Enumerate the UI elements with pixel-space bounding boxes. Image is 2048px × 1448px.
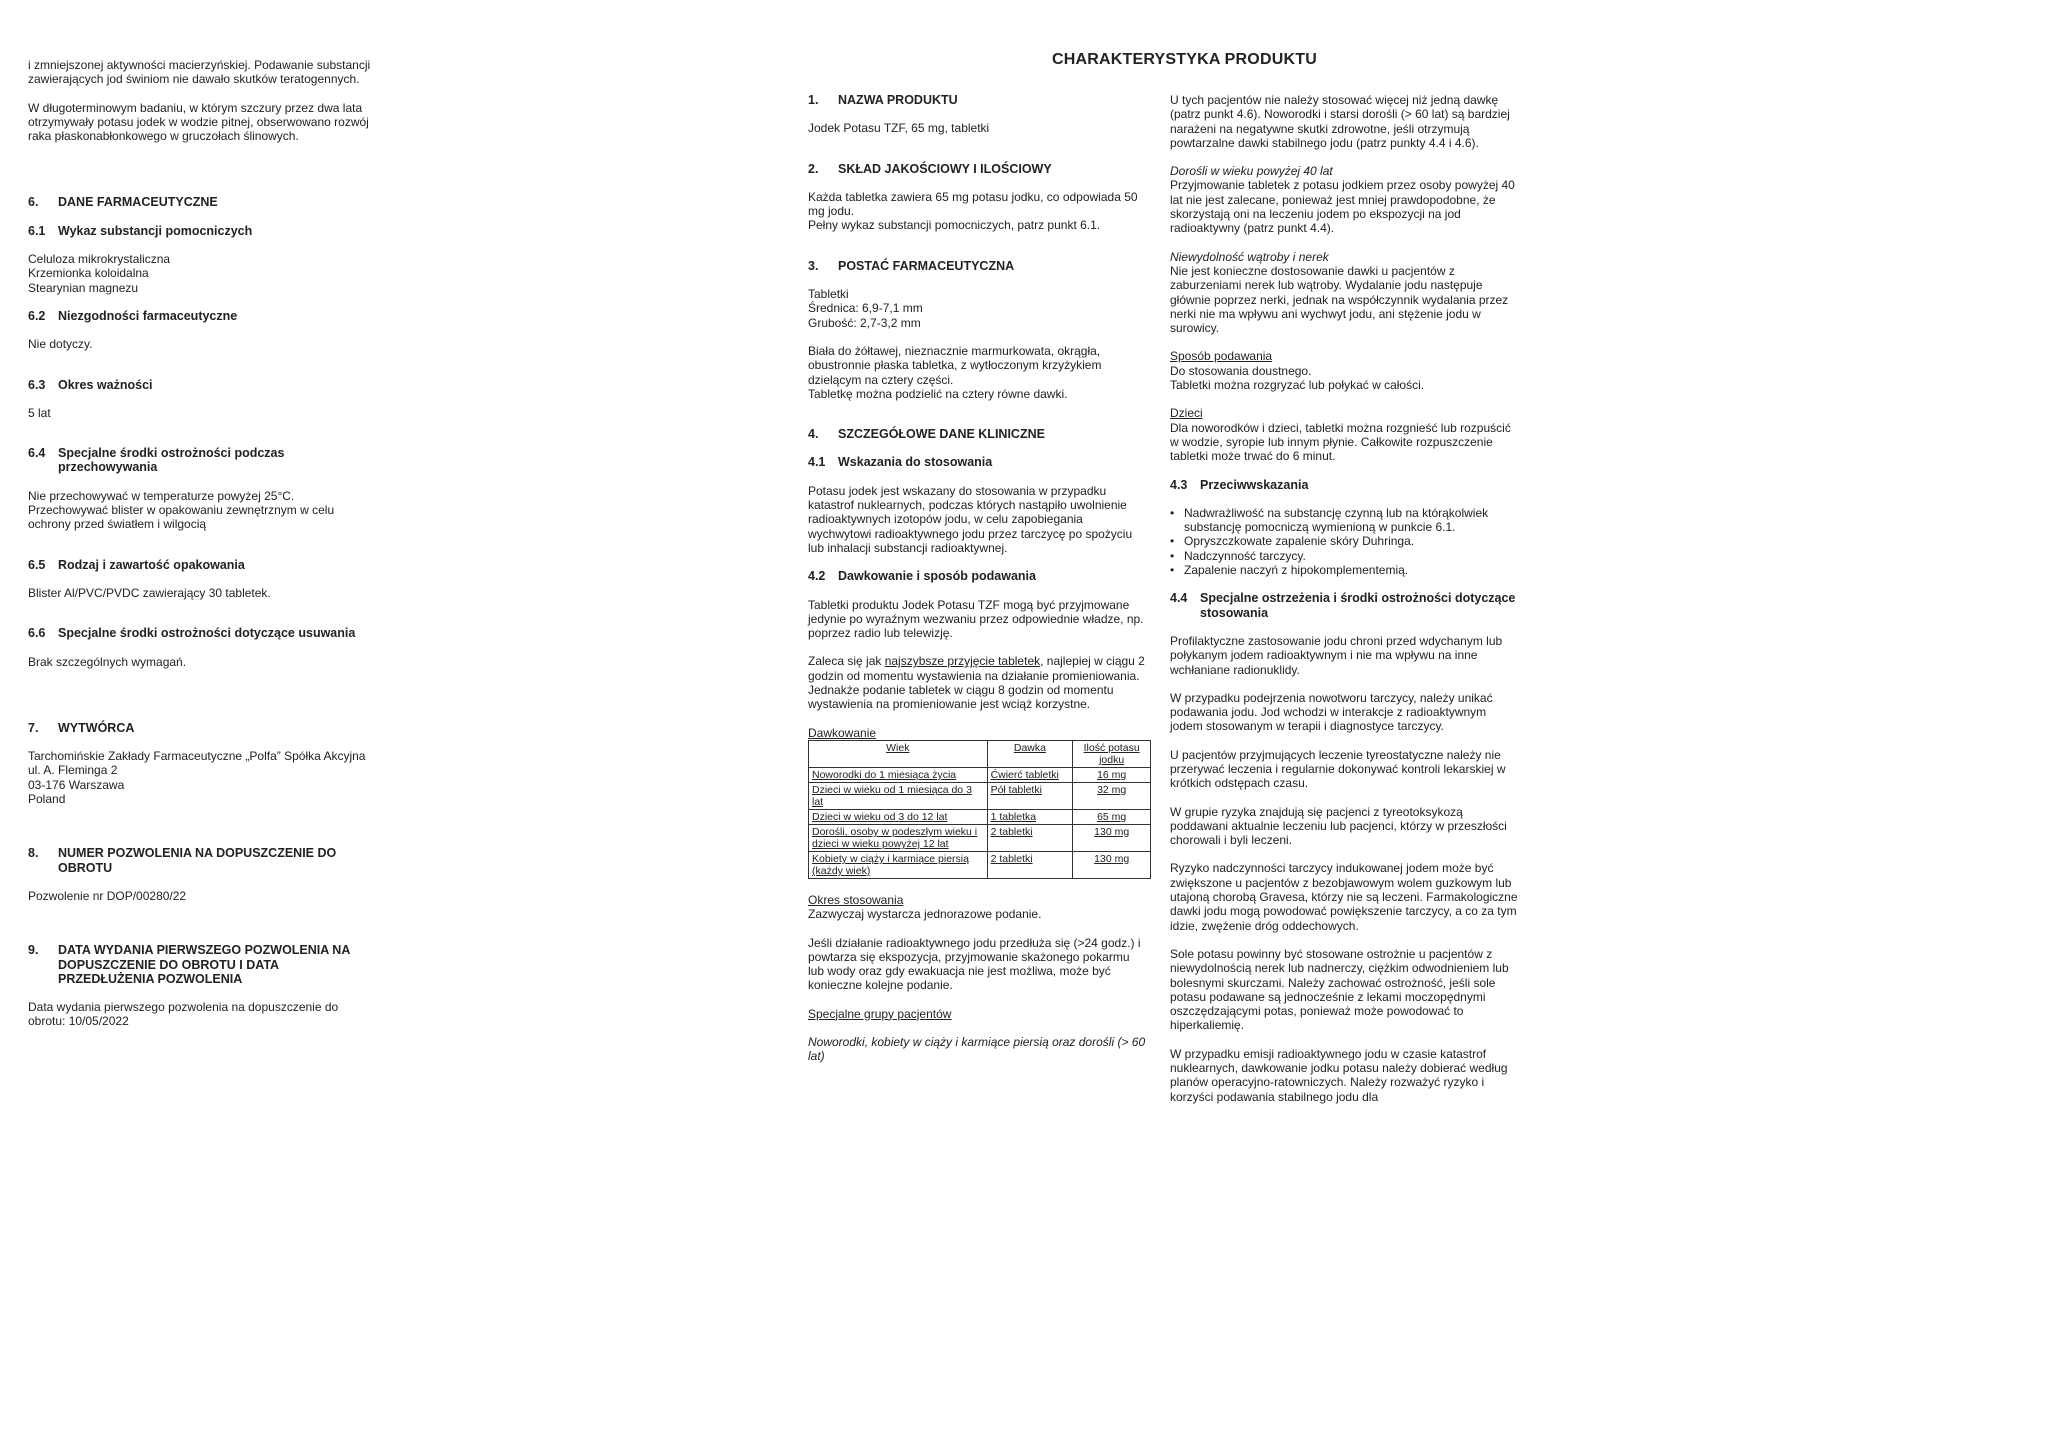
section-1-text: Jodek Potasu TZF, 65 mg, tabletki	[808, 121, 990, 136]
tablet-description-2: Tabletkę można podzielić na cztery równe dawki.	[808, 386, 1068, 401]
section-4-1-text: Potasu jodek jest wskazany do stosowania w przypadku katastrof nuklearnych, podczas których nastąpiło uwolnienie radioaktywnych izotopów jodu, w celu zapobiegania wychwytowi radioaktywnego jodu przez tarczycę po spożyciu lub inhalacji substancji radioaktywnej.	[808, 483, 1133, 555]
table-header-amount: Ilość potasu jodku	[1073, 740, 1151, 767]
manufacturer-city: 03-176 Warszawa	[28, 777, 125, 792]
warnings-paragraph-2: W przypadku podejrzenia nowotworu tarczycy, należy unikać podawania jodu. Jod wchodzi w interakcje z radioaktywnym jodem stosowanym w terapii i diagnostyce tarczycy.	[1170, 690, 1493, 734]
list-item: • Opryszczkowate zapalenie skóry Duhringa.	[1184, 534, 1518, 548]
left-page	[0, 0, 784, 1109]
special-groups-text: U tych pacjentów nie należy stosować więcej niż jedną dawkę (patrz punkt 4.6). Noworodki i starsi dorośli (> 60 lat) są bardziej narażeni na negatywne skutki zdrowotne, jeśli otrzymują powtarzalne dawki stabilnego jodu (patrz punkty 4.4 i 4.6).	[1170, 93, 1510, 150]
table-row	[809, 824, 1151, 851]
duration-text: Zazwyczaj wystarcza jednorazowe podanie.	[808, 907, 1042, 922]
section-6-5-heading: 6.5 Rodzaj i zawartość opakowania	[28, 557, 245, 572]
section-4-heading: 4. SZCZEGÓŁOWE DANE KLINICZNE	[808, 427, 1045, 442]
children-heading: Dzieci	[1170, 406, 1203, 421]
warnings-paragraph-6: Sole potasu powinny być stosowane ostrożnie u pacjentów z niewydolnością nerek lub nadnerczy, ciężkim odwodnieniem lub bolesnymi skurczami. Należy zachować ostrożność, jeśli sole potasu podawane są jednocześnie z lekami moczopędnymi oszczędzającymi potas, ponieważ może powodować to hiperkaliemię.	[1170, 946, 1509, 1033]
section-6-4-text: Nie przechowywać w temperaturze powyżej 25°C. Przechowywać blister w opakowaniu zewnętrznym w celu ochrony przed światłem i wilgocią	[28, 488, 335, 532]
table-cell-amount: 32 mg	[1073, 782, 1151, 809]
warnings-paragraph-3: U pacjentów przyjmujących leczenie tyreostatyczne należy nie przerywać leczenia i regularnie dokonywać kontroli lekarskiej w krótkich odstępach czasu.	[1170, 747, 1506, 791]
administration-text: Do stosowania doustnego.	[1170, 363, 1312, 378]
excipient-1: Celuloza mikrokrystaliczna	[28, 252, 171, 267]
right-column	[1170, 93, 1518, 1104]
form-line-1: Tabletki	[808, 287, 849, 302]
warnings-paragraph-7: W przypadku emisji radioaktywnego jodu w czasie katastrof nuklearnych, dawkowanie jodku potasu należy dobierać według planów operacyjno-ratowniczych. Należy rozważyć ryzyko i korzyści podawania stabilnego jodu dla	[1170, 1046, 1508, 1104]
intro-paragraph-1: i zmniejszonej aktywności macierzyńskiej. Podawanie substancji zawierających jod świniom nie dawało skutków teratogennych.	[28, 58, 371, 87]
excipient-3: Stearynian magnezu	[28, 280, 139, 295]
list-item: • Nadczynność tarczycy.	[1184, 549, 1518, 563]
table-cell-age: Kobiety w ciąży i karmiące piersią (każdy wiek)	[809, 851, 988, 878]
special-groups-heading: Specjalne grupy pacjentów	[808, 1006, 952, 1021]
warnings-paragraph-1: Profilaktyczne zastosowanie jodu chroni przed wdychanym lub połykanym jodem radioaktywnym i nie ma wpływu na inne wchłaniane radionuklidy.	[1170, 633, 1503, 677]
section-2-heading: 2. SKŁAD JAKOŚCIOWY I ILOŚCIOWY	[808, 161, 1052, 176]
section-6-6-text: Brak szczególnych wymagań.	[28, 654, 187, 669]
section-4-2-paragraph-2: Zaleca się jak najszybsze przyjęcie tabletek, najlepiej w ciągu 2 godzin od momentu wystawienia na działanie promieniowania. Jednakże podanie tabletek w ciągu 8 godzin od momentu wystawienia na promieniowanie jest wciąż korzystne.	[808, 654, 1145, 712]
table-row	[809, 809, 1151, 824]
table-cell-dose: Pół tabletki	[987, 782, 1073, 809]
section-8-heading: 8. NUMER POZWOLENIA NA DOPUSZCZENIE DO OBROTU	[28, 846, 337, 875]
table-cell-dose: 2 tabletki	[987, 851, 1073, 878]
table-cell-dose: Ćwierć tabletki	[987, 767, 1073, 782]
administration-text-2: Tabletki można rozgryzać lub połykać w całości.	[1170, 378, 1425, 393]
section-2-text-2: Pełny wykaz substancji pomocniczych, patrz punkt 6.1.	[808, 218, 1101, 233]
section-9-heading: 9. DATA WYDANIA PIERWSZEGO POZWOLENIA NA DOPUSZCZENIE DO OBROTU I DATA PRZEDŁUŻENIA POZWOLENIA	[28, 943, 350, 986]
table-cell-dose: 1 tabletka	[987, 809, 1073, 824]
organ-impairment-subheading: Niewydolność wątroby i nerek	[1170, 249, 1329, 264]
table-cell-age: Dorośli, osoby w podeszłym wieku i dzieci w wieku powyżej 12 lat	[809, 824, 988, 851]
warnings-paragraph-4: W grupie ryzyka znajdują się pacjenci z tyreotoksykozą poddawani aktualnie leczeniu lub pacjenci, którzy w przeszłości chorowali i byli leczeni.	[1170, 804, 1507, 848]
section-6-1-heading: 6.1 Wykaz substancji pomocniczych	[28, 223, 253, 238]
form-line-3: Grubość: 2,7-3,2 mm	[808, 315, 921, 330]
list-item: • Zapalenie naczyń z hipokomplementemią.	[1184, 563, 1518, 577]
table-row	[809, 767, 1151, 782]
table-row	[809, 851, 1151, 878]
dosage-table	[808, 740, 1151, 879]
table-header-age: Wiek	[809, 740, 988, 767]
intro-paragraph-2: W długoterminowym badaniu, w którym szczury przez dwa lata otrzymywały potasu jodek w wodzie pitnej, obserwowano rozwój raka płaskonabłonkowego w gruczołach ślinowych.	[28, 100, 369, 144]
section-6-3-heading: 6.3 Okres ważności	[28, 377, 153, 392]
section-9-text: Data wydania pierwszego pozwolenia na dopuszczenie do obrotu: 10/05/2022	[28, 1000, 339, 1029]
manufacturer-street: ul. A. Fleminga 2	[28, 763, 118, 778]
excipient-2: Krzemionka koloidalna	[28, 266, 149, 281]
manufacturer-country: Poland	[28, 792, 66, 807]
over-40-text: Przyjmowanie tabletek z potasu jodkiem przez osoby powyżej 40 lat nie jest zalecane, ponieważ jest mniej prawdopodobne, że skorzystają oni na leczeniu jodem po ekspozycji na jod radioaktywny (patrz punkt 4.4).	[1170, 178, 1515, 236]
section-2-text: Każda tabletka zawiera 65 mg potasu jodku, co odpowiada 50 mg jodu.	[808, 189, 1138, 219]
section-6-4-heading: 6.4 Specjalne środki ostrożności podczas przechowywania	[28, 446, 285, 475]
list-item: • Nadwrażliwość na substancję czynną lub na którąkolwiek substancję pomocniczą wymienioną w punkcie 6.1.	[1184, 506, 1518, 535]
section-4-2-paragraph-1: Tabletki produktu Jodek Potasu TZF mogą być przyjmowane jedynie po wyraźnym wezwaniu przez odpowiednie władze, np. poprzez radio lub telewizję.	[808, 597, 1144, 641]
table-cell-amount: 16 mg	[1073, 767, 1151, 782]
section-3-heading: 3. POSTAĆ FARMACEUTYCZNA	[808, 258, 1015, 273]
table-row	[809, 782, 1151, 809]
duration-text-2: Jeśli działanie radioaktywnego jodu przedłuża się (>24 godz.) i powtarza się ekspozycja, przyjmowanie skażonego pokarmu lub wody oraz gdy ewakuacja nie jest możliwa, może być konieczne kolejne podanie.	[808, 935, 1141, 993]
contraindications-list	[1170, 506, 1518, 577]
section-4-4-heading: 4.4 Specjalne ostrzeżenia i środki ostrożności dotyczące stosowania	[1170, 591, 1516, 620]
section-7-heading: 7. WYTWÓRCA	[28, 720, 135, 735]
table-cell-dose: 2 tabletki	[987, 824, 1073, 851]
tablet-description: Biała do żółtawej, nieznacznie marmurkowata, okrągła, obustronnie płaska tabletka, z wytłoczonym krzyżykiem dzielącym na cztery części.	[808, 343, 1102, 387]
table-cell-age: Noworodki do 1 miesiąca życia	[809, 767, 988, 782]
table-cell-amount: 130 mg	[1073, 851, 1151, 878]
organ-impairment-text: Nie jest konieczne dostosowanie dawki u pacjentów z zaburzeniami nerek lub wątroby. Wydalanie jodu następuje głównie poprzez nerki, jednak na współczynnik wydalania przez nerki nie ma wpływu ani wychwyt jodu, ani stężenie jodu w surowicy.	[1170, 263, 1509, 336]
section-6-3-text: 5 lat	[28, 405, 51, 420]
section-8-text: Pozwolenie nr DOP/00280/22	[28, 888, 187, 903]
left-column	[28, 58, 373, 1029]
table-header-dose: Dawka	[987, 740, 1073, 767]
section-4-3-heading: 4.3 Przeciwwskazania	[1170, 477, 1309, 492]
dosage-heading: Dawkowanie	[808, 725, 877, 740]
section-4-1-heading: 4.1 Wskazania do stosowania	[808, 455, 993, 470]
administration-heading: Sposób podawania	[1170, 349, 1273, 364]
right-page	[784, 0, 1568, 1109]
section-4-2-heading: 4.2 Dawkowanie i sposób podawania	[808, 569, 1036, 584]
warnings-paragraph-5: Ryzyko nadczynności tarczycy indukowanej jodem może być zwiększone u pacjentów z bezobjawowym wolem guzkowym lub utajoną chorobą Gravesa, którzy nie są leczeni. Farmakologiczne dawki jodu mogą powodować powiększenie tarczycy, a co za tym idzie, zwężenie dróg oddechowych.	[1170, 861, 1518, 933]
table-cell-age: Dzieci w wieku od 1 miesiąca do 3 lat	[809, 782, 988, 809]
section-6-2-text: Nie dotyczy.	[28, 337, 93, 352]
table-cell-amount: 130 mg	[1073, 824, 1151, 851]
table-cell-amount: 65 mg	[1073, 809, 1151, 824]
children-text: Dla noworodków i dzieci, tabletki można rozgnieść lub rozpuścić w wodzie, syropie lub innym płynie. Całkowite rozpuszczenie tabletki może trwać do 6 minut.	[1170, 420, 1511, 464]
section-6-heading: 6. DANE FARMACEUTYCZNE	[28, 195, 218, 210]
section-6-2-heading: 6.2 Niezgodności farmaceutyczne	[28, 308, 238, 323]
duration-heading: Okres stosowania	[808, 892, 904, 907]
special-groups-subheading: Noworodki, kobiety w ciąży i karmiące piersią oraz dorośli (> 60 lat)	[808, 1034, 1146, 1064]
over-40-subheading: Dorośli w wieku powyżej 40 lat	[1170, 164, 1333, 179]
middle-column	[808, 93, 1146, 1064]
manufacturer-name: Tarchomińskie Zakłady Farmaceutyczne „Polfa” Spółka Akcyjna	[28, 749, 366, 764]
table-cell-age: Dzieci w wieku od 3 do 12 lat	[809, 809, 988, 824]
form-line-2: Średnica: 6,9-7,1 mm	[808, 301, 923, 316]
section-6-6-heading: 6.6 Specjalne środki ostrożności dotyczące usuwania	[28, 626, 356, 641]
section-1-heading: 1. NAZWA PRODUKTU	[808, 93, 958, 107]
document-title: CHARAKTERYSTYKA PRODUKTU	[1052, 51, 1317, 68]
section-6-5-text: Blister Al/PVC/PVDC zawierający 30 tabletek.	[28, 585, 271, 600]
